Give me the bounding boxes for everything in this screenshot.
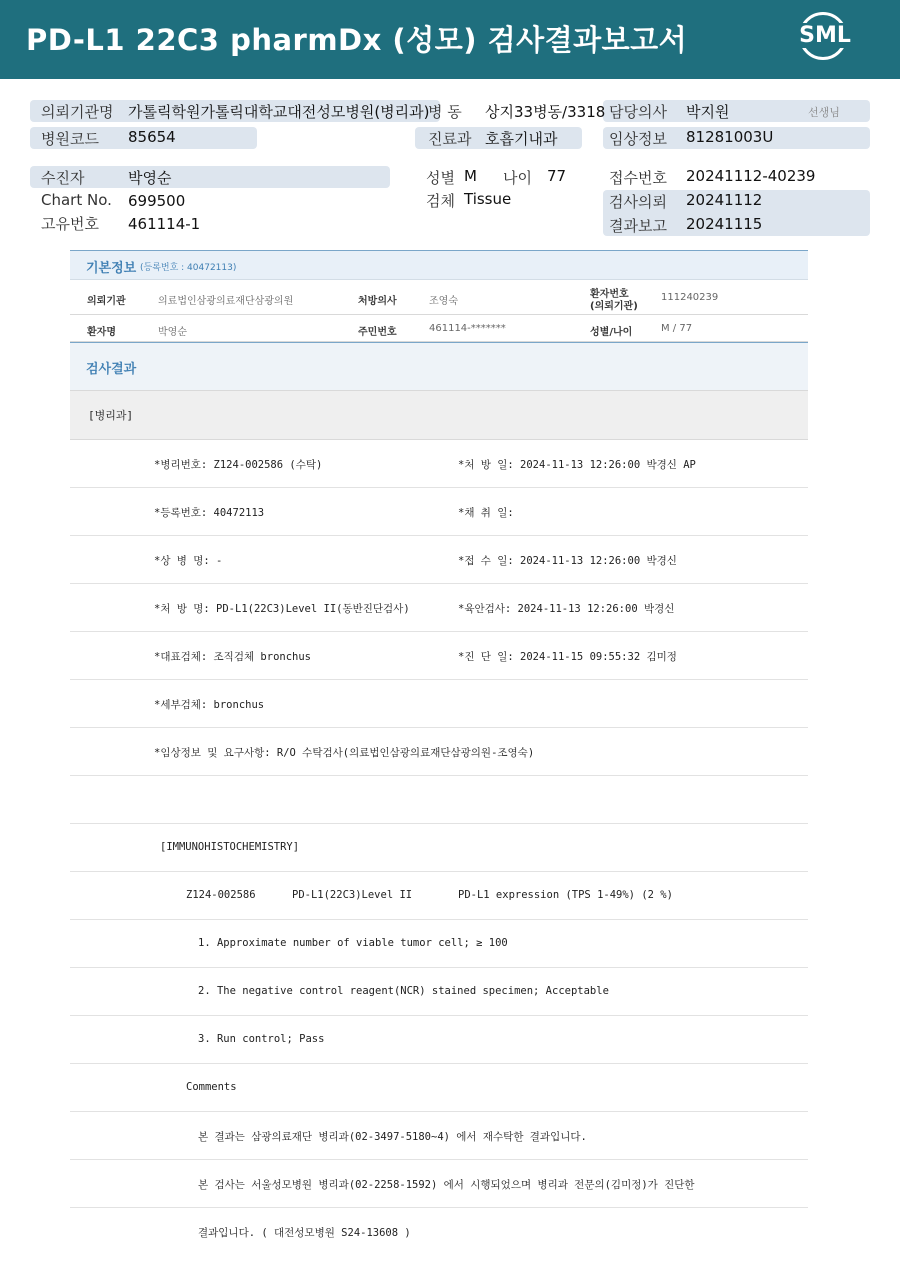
age-value: 77 (547, 167, 567, 185)
line-left: *대표검체: 조직검체 bronchus (154, 651, 312, 663)
ihc-header: [IMMUNOHISTOCHEMISTRY] (160, 841, 300, 853)
age-label: 나이 (503, 169, 532, 187)
receipt-label: 접수번호 (609, 169, 667, 187)
uid-value: 461114-1 (128, 215, 201, 233)
result-section-header (70, 342, 808, 391)
result-line (70, 440, 808, 488)
ihc-item-line (70, 968, 808, 1016)
hosp-code-value: 85654 (128, 128, 176, 146)
ihc-item-line (70, 1016, 808, 1064)
comment-line (70, 1160, 808, 1208)
dept-row (70, 391, 808, 440)
report-title: PD-L1 22C3 pharmDx (성모) 검사결과보고서 (26, 23, 688, 57)
result-line (70, 680, 808, 728)
result-line (70, 728, 808, 776)
comments-label-line (70, 1064, 808, 1112)
basic-info-reg-no: (등록번호 : 40472113) (140, 263, 237, 273)
basic-info-row (70, 280, 808, 315)
ihc-result: PD-L1 expression (TPS 1-49%) (2 %) (458, 889, 673, 901)
ihc-result-line (70, 872, 808, 920)
comment-text: 본 검사는 서울성모병원 병리과(02-2258-1592) 에서 시행되었으며 병리과 전문의(김미정)가 진단한 (198, 1179, 695, 1191)
result-line-empty (70, 776, 808, 824)
dept-value: 호흡기내과 (485, 130, 558, 148)
clinical-label: 임상정보 (609, 130, 667, 148)
ward-value: 상지33병동/3318 (485, 103, 606, 121)
result-value: 20241115 (686, 215, 763, 233)
patient-value: 박영순 (128, 169, 172, 187)
line-right: *처 방 일: 2024-11-13 12:26:00 박경신 AP (458, 459, 696, 471)
ihc-item: 1. Approximate number of viable tumor cell; ≥ 100 (198, 937, 508, 949)
result-line (70, 632, 808, 680)
logo-text: SML (799, 23, 851, 48)
line-right: *육안검사: 2024-11-13 12:26:00 박경신 (458, 603, 675, 615)
comment-text: 본 결과는 삼광의료재단 병리과(02-3497-5180~4) 에서 재수탁한 결과입니다. (198, 1131, 587, 1143)
info-value: 조영숙 (429, 296, 458, 307)
line-left: *세부검체: bronchus (154, 699, 265, 711)
info-key: 성별/나이 (590, 327, 633, 338)
result-line (70, 584, 808, 632)
line-left: *등록번호: 40472113 (154, 507, 265, 519)
result-label: 결과보고 (609, 217, 667, 235)
result-line (70, 536, 808, 584)
doctor-value: 박지원 (686, 103, 730, 121)
info-key: 환자번호 (590, 289, 629, 300)
info-value: M / 77 (661, 323, 693, 334)
basic-info-section (70, 250, 808, 342)
info-value: 461114-******* (429, 323, 506, 334)
dept-label: 진료과 (428, 130, 472, 148)
line-left: *병리번호: Z124-002586 (수탁) (154, 459, 323, 471)
result-section-title: 검사결과 (86, 362, 137, 377)
embedded-report (70, 250, 808, 1255)
comment-text: 결과입니다. ( 대전성모병원 S24-13608 ) (198, 1227, 411, 1239)
ihc-item: 3. Run control; Pass (198, 1033, 325, 1045)
specimen-value: Tissue (464, 190, 512, 208)
line-right: *접 수 일: 2024-11-13 12:26:00 박경신 (458, 555, 677, 567)
line-left: *처 방 명: PD-L1(22C3)Level II(동반진단검사) (154, 603, 410, 615)
sex-label: 성별 (426, 169, 455, 187)
info-key: 의뢰기관 (87, 296, 126, 307)
sex-value: M (464, 167, 477, 185)
uid-label: 고유번호 (41, 215, 99, 233)
sml-logo (795, 12, 855, 68)
clinical-value: 81281003U (686, 128, 774, 146)
line-right: *진 단 일: 2024-11-15 09:55:32 김미정 (458, 651, 677, 663)
report-header (0, 0, 900, 79)
line-left: *상 병 명: - (154, 555, 223, 567)
info-key: 처방의사 (358, 296, 397, 307)
comment-line (70, 1208, 808, 1255)
ihc-item: 2. The negative control reagent(NCR) stained specimen; Acceptable (198, 985, 609, 997)
ward-label: 병 동 (428, 103, 462, 121)
ihc-test: PD-L1(22C3)Level II (292, 889, 413, 901)
dept-label: [병리과] (88, 409, 134, 422)
info-key: (의뢰기관) (590, 301, 638, 312)
specimen-label: 검체 (426, 192, 455, 210)
line-left: *임상정보 및 요구사항: R/O 수탁검사(의료법인삼광의료재단삼광의원-조영숙) (154, 747, 535, 759)
info-value: 의료법인삼광의료재단삼광의원 (158, 296, 294, 307)
doctor-suffix: 선생님 (808, 106, 840, 119)
req-org-label: 의뢰기관명 (41, 103, 114, 121)
chart-label: Chart No. (41, 191, 112, 209)
hosp-code-label: 병원코드 (41, 130, 99, 148)
info-value: 박영순 (158, 327, 187, 338)
basic-info-row (70, 315, 808, 342)
basic-info-header (70, 251, 808, 280)
doctor-label: 담당의사 (609, 103, 667, 121)
chart-value: 699500 (128, 192, 186, 210)
req-org-value: 가톨릭학원가톨릭대학교대전성모병원(병리과) (128, 103, 430, 121)
info-key: 주민번호 (358, 327, 397, 338)
ihc-no: Z124-002586 (186, 889, 256, 901)
comment-line (70, 1112, 808, 1160)
ihc-item-line (70, 920, 808, 968)
request-label: 검사의뢰 (609, 193, 667, 211)
receipt-value: 20241112-40239 (686, 167, 816, 185)
ihc-header-line (70, 824, 808, 872)
line-right: *채 취 일: (458, 507, 514, 519)
comments-label: Comments (186, 1081, 237, 1093)
basic-info-title: 기본정보 (86, 261, 137, 276)
info-value: 111240239 (661, 292, 719, 303)
result-line (70, 488, 808, 536)
patient-label: 수진자 (41, 169, 85, 187)
info-key: 환자명 (87, 327, 116, 338)
request-value: 20241112 (686, 191, 763, 209)
